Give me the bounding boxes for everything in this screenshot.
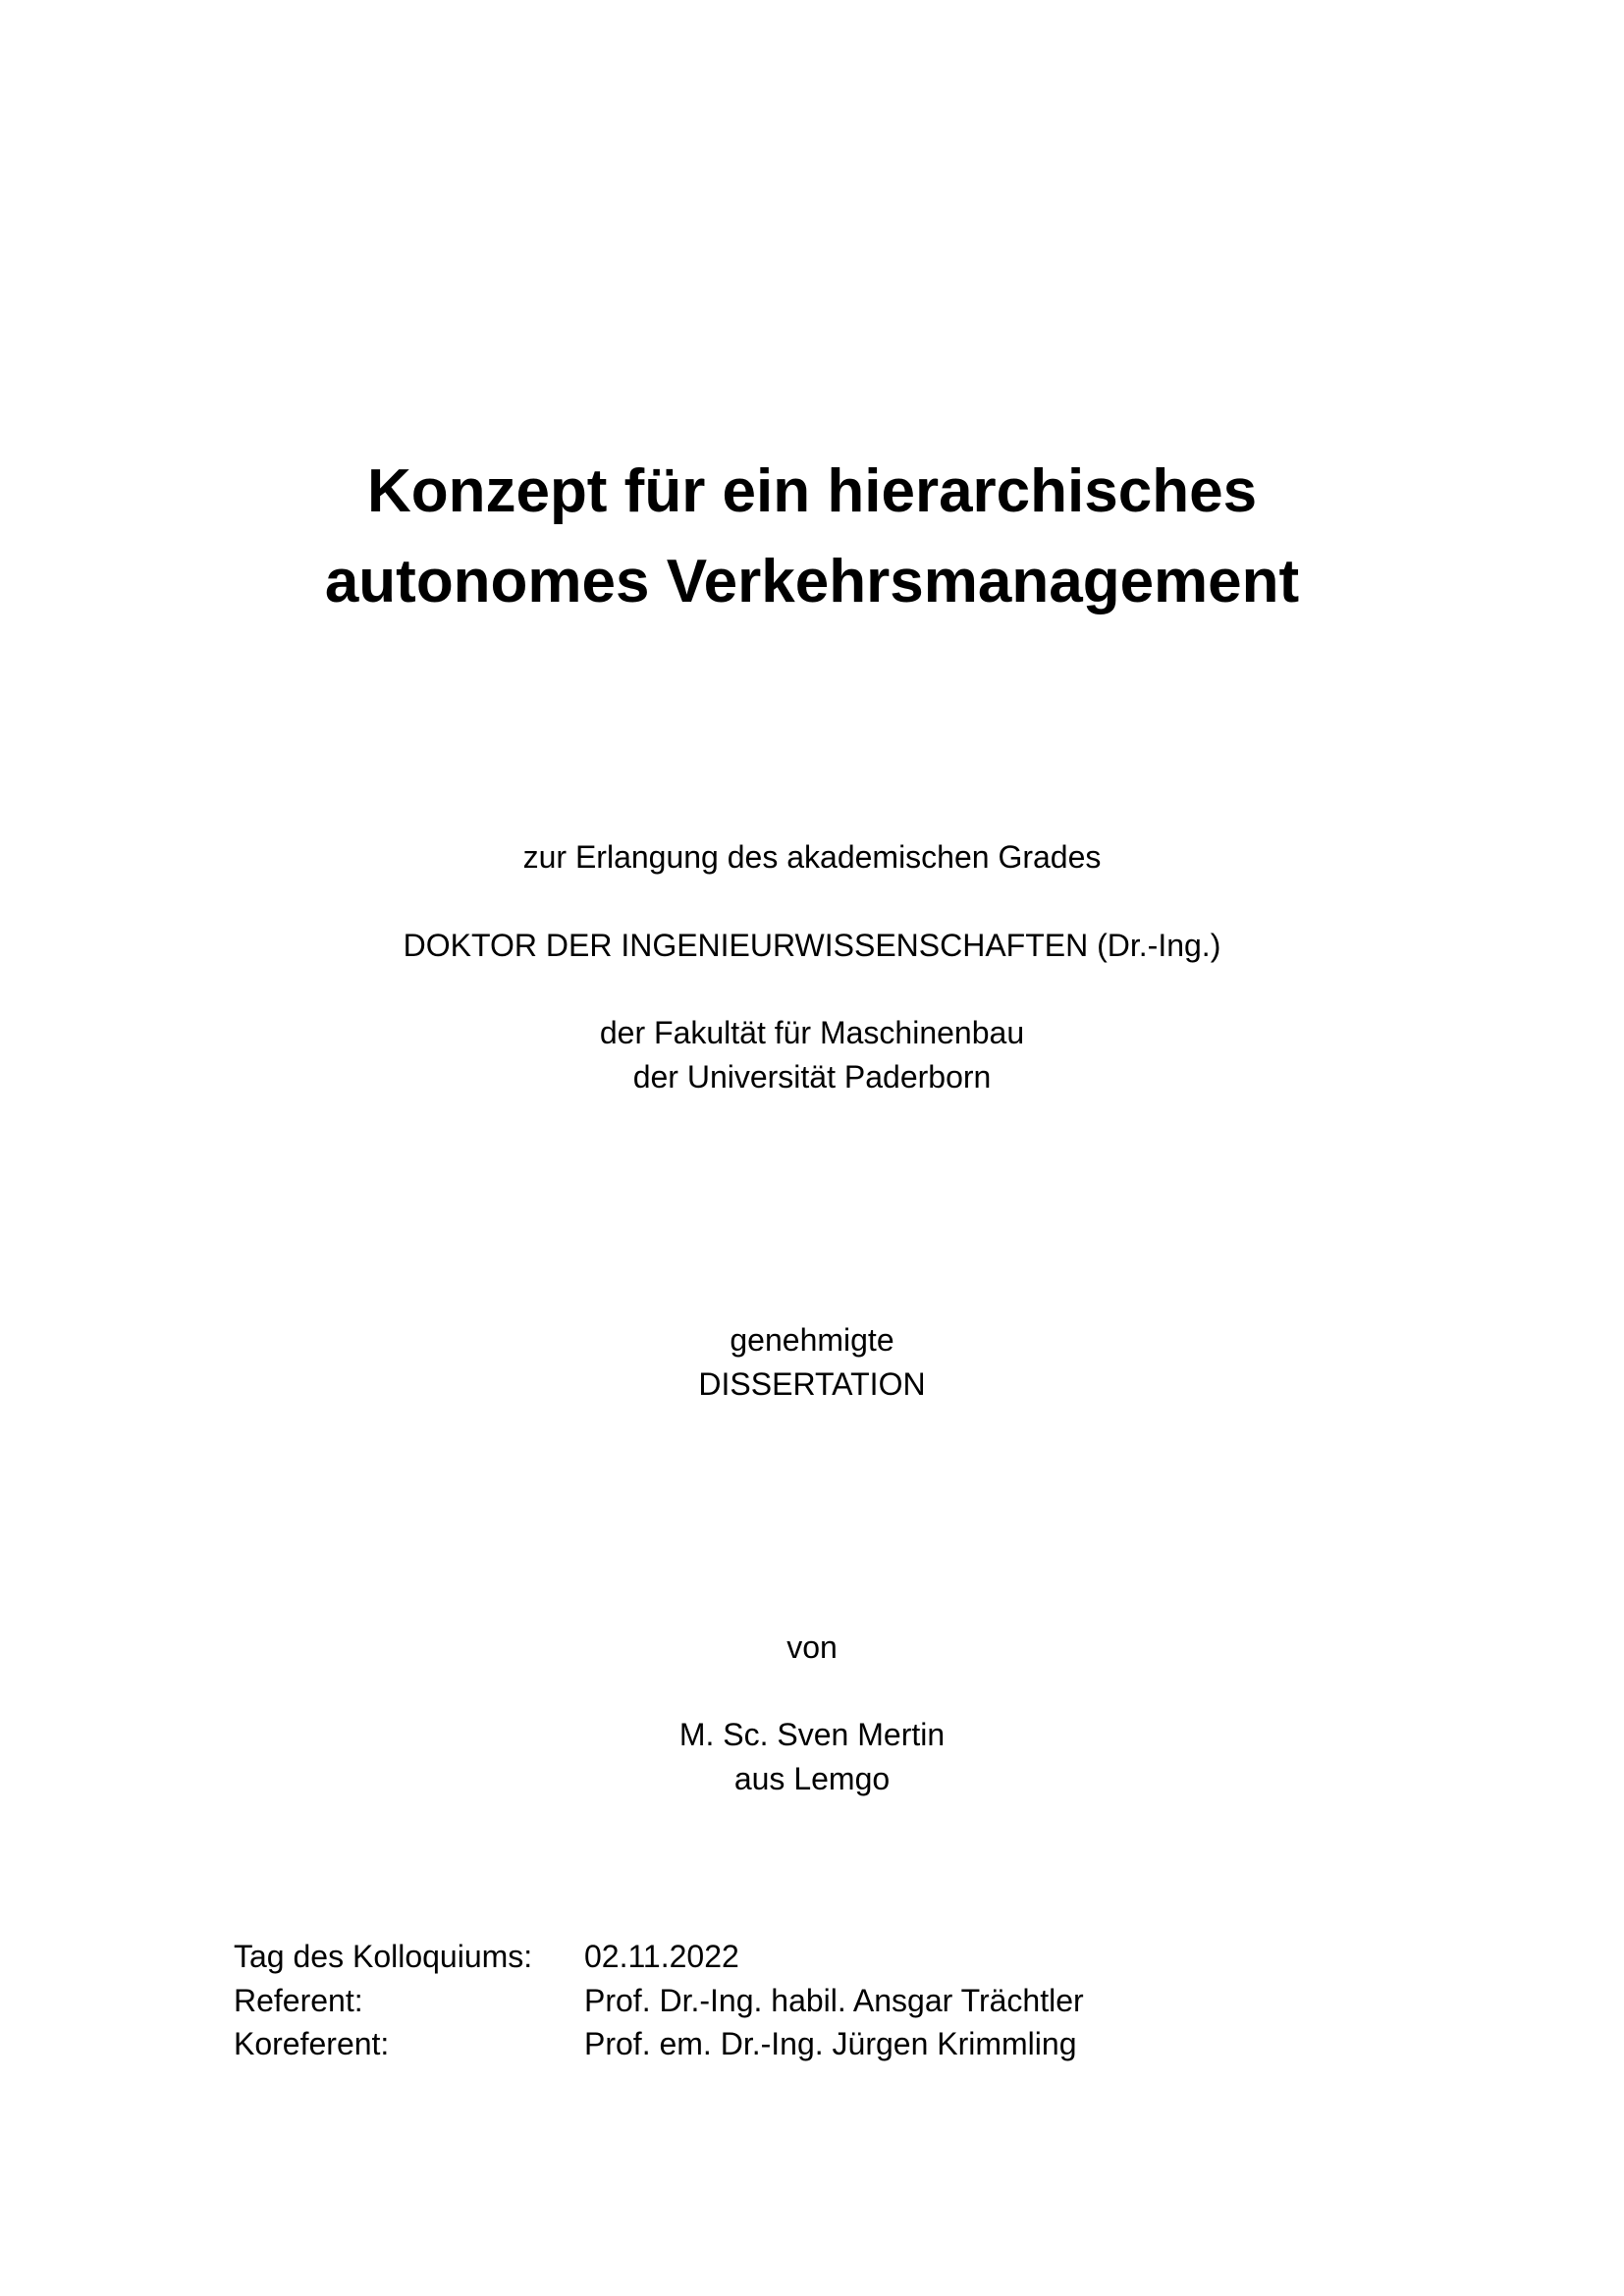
author-origin: aus Lemgo xyxy=(733,1761,891,1796)
title-line-2: autonomes Verkehrsmanagement xyxy=(324,548,1300,615)
degree-purpose: zur Erlangung des akademischen Grades xyxy=(522,839,1102,875)
colloquium-date-label: Tag des Kolloquiums: xyxy=(234,1939,533,1974)
referee-label: Referent: xyxy=(234,1983,363,2018)
coreferee-label: Koreferent: xyxy=(234,2026,390,2061)
approval-line-2: DISSERTATION xyxy=(698,1366,926,1402)
faculty-line-2: der Universität Paderborn xyxy=(632,1059,992,1095)
author-by: von xyxy=(786,1629,838,1665)
faculty-line-1: der Fakultät für Maschinenbau xyxy=(599,1015,1025,1050)
approval-line-1: genehmigte xyxy=(730,1322,894,1358)
colloquium-date-value: 02.11.2022 xyxy=(584,1939,739,1974)
author-name: M. Sc. Sven Mertin xyxy=(678,1717,946,1752)
degree-name: DOKTOR DER INGENIEURWISSENSCHAFTEN (Dr.-Ing.) xyxy=(403,928,1221,963)
referee-value: Prof. Dr.-Ing. habil. Ansgar Trächtler xyxy=(584,1983,1084,2018)
coreferee-value: Prof. em. Dr.-Ing. Jürgen Krimmling xyxy=(584,2026,1077,2061)
title-line-1: Konzept für ein hierarchisches xyxy=(366,457,1258,525)
